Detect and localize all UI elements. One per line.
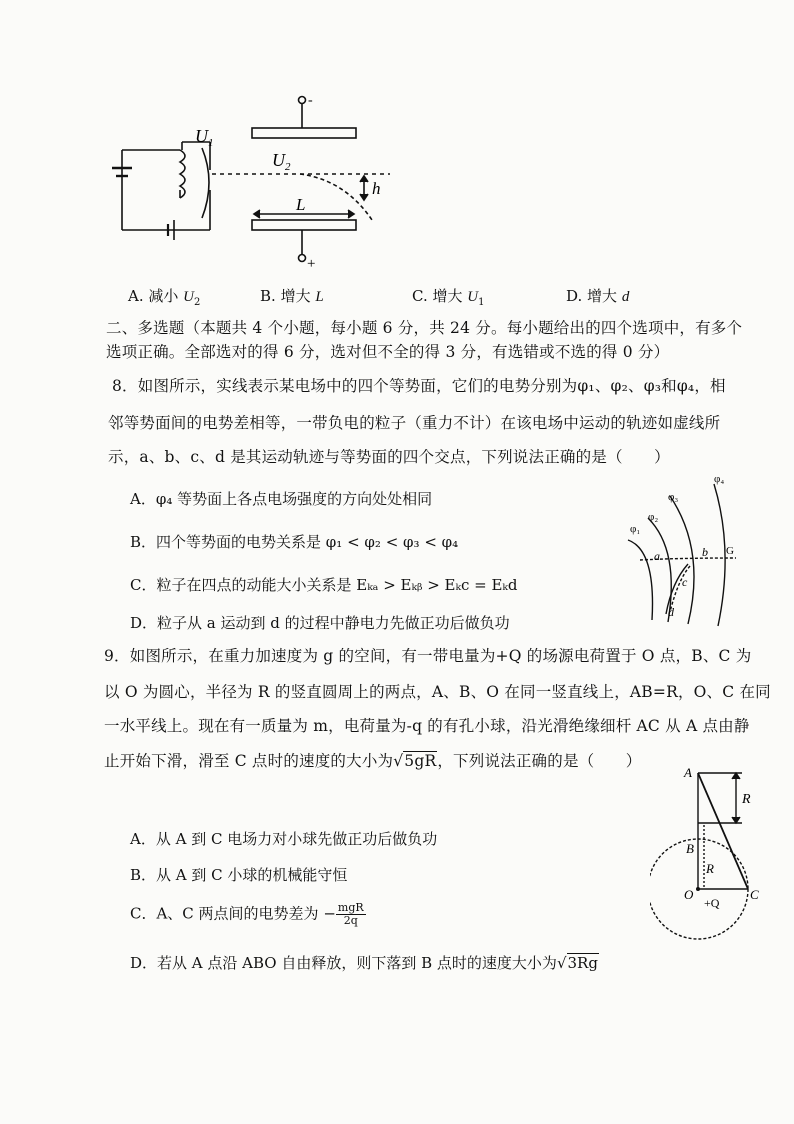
q8-b-label: b <box>702 545 708 559</box>
q7-u2-label: $U_2$ <box>272 150 291 173</box>
section2-line2: 选项正确。全部选对的得 6 分，选对但不全的得 3 分，有选错或不选的得 0 分） <box>106 343 670 361</box>
q9-r-label-inner: R <box>706 861 714 876</box>
q9-stem-line1: 9．如图所示，在重力加速度为 g 的空间，有一带电量为+Q 的场源电荷置于 O 点，B、C 为 <box>104 647 752 665</box>
q8-phi2-label: φ₂ <box>648 511 659 523</box>
q9-option-c: C．A、C 两点间的电势差为 − $\frac{\text{mgR}}{2q}$ <box>130 901 364 927</box>
q7-u1-label: $U_1$ <box>195 126 214 149</box>
q8-equipotential-diagram <box>618 470 768 630</box>
q8-phi3-label: φ₃ <box>668 491 679 503</box>
q9-c-label: C <box>750 887 759 902</box>
q7-option-b: B. 增大 L <box>260 287 324 305</box>
q8-option-b: B．四个等势面的电势关系是 φ₁ < φ₂ < φ₃ < φ₄ <box>130 533 459 551</box>
q9-stem-line3: 一水平线上。现在有一质量为 m，电荷量为-q 的有孔小球，沿光滑绝缘细杆 AC 从 A 点由静 <box>104 717 750 735</box>
section2-line1: 二、多选题（本题共 4 个小题，每小题 6 分，共 24 分。每小题给出的四个选项中，有多个 <box>106 319 743 337</box>
q8-d-label: d <box>668 605 674 619</box>
q7-option-d: D. 增大 d <box>566 287 630 305</box>
q9-stem-line2: 以 O 为圆心，半径为 R 的竖直圆周上的两点，A、B、O 在同一竖直线上，AB=R，O、C 在同 <box>104 683 771 701</box>
q9-b-label: B <box>686 841 694 856</box>
q8-phi1-label: φ₁ <box>630 523 641 535</box>
q7-h-label: h <box>372 179 381 198</box>
q8-c-label: c <box>682 575 688 589</box>
q7-deflection-diagram <box>100 90 400 280</box>
q8-stem-line2: 邻等势面间的电势差相等，一带负电的粒子（重力不计）在该电场中运动的轨迹如虚线所 <box>108 414 721 432</box>
q8-option-a: A．φ₄ 等势面上各点电场强度的方向处处相同 <box>130 490 433 508</box>
q9-r-label-top: R <box>742 792 751 807</box>
q9-stem-line4: 止开始下滑，滑至 C 点时的速度的大小为√5gR，下列说法正确的是（ ） <box>104 752 642 770</box>
q9-q-label: +Q <box>704 896 720 910</box>
q7-option-a: A. 减小 $U_2$ <box>128 287 201 308</box>
q8-a-label: a <box>654 549 660 563</box>
q7-option-c: C. 增大 $U_1$ <box>412 287 485 308</box>
q9-option-b: B．从 A 到 C 小球的机械能守恒 <box>130 866 348 884</box>
q7-l-label: L <box>296 195 306 214</box>
q7-minus-label: - <box>308 93 313 108</box>
q9-circle-diagram <box>650 765 790 950</box>
q9-a-label: A <box>684 765 692 780</box>
q9-option-d: D．若从 A 点沿 ABO 自由释放，则下落到 B 点时的速度大小为√3Rg <box>130 954 598 972</box>
q8-option-d: D．粒子从 a 运动到 d 的过程中静电力先做正功后做负功 <box>130 614 510 632</box>
q9-option-a: A．从 A 到 C 电场力对小球先做正功后做负功 <box>130 830 438 848</box>
q8-stem-line3: 示，a、b、c、d 是其运动轨迹与等势面的四个交点，下列说法正确的是（ ） <box>108 448 670 466</box>
q8-g-label: G <box>726 545 734 557</box>
q7-plus-label: + <box>307 256 316 272</box>
q8-option-c: C．粒子在四点的动能大小关系是 Eₖₐ > Eₖᵦ > Eₖc = Eₖd <box>130 576 518 594</box>
q8-phi4-label: φ₄ <box>714 473 725 485</box>
q9-o-label: O <box>684 887 694 902</box>
q8-stem-line1: 8．如图所示，实线表示某电场中的四个等势面，它们的电势分别为φ₁、φ₂、φ₃和φ₄，相 <box>112 377 726 395</box>
